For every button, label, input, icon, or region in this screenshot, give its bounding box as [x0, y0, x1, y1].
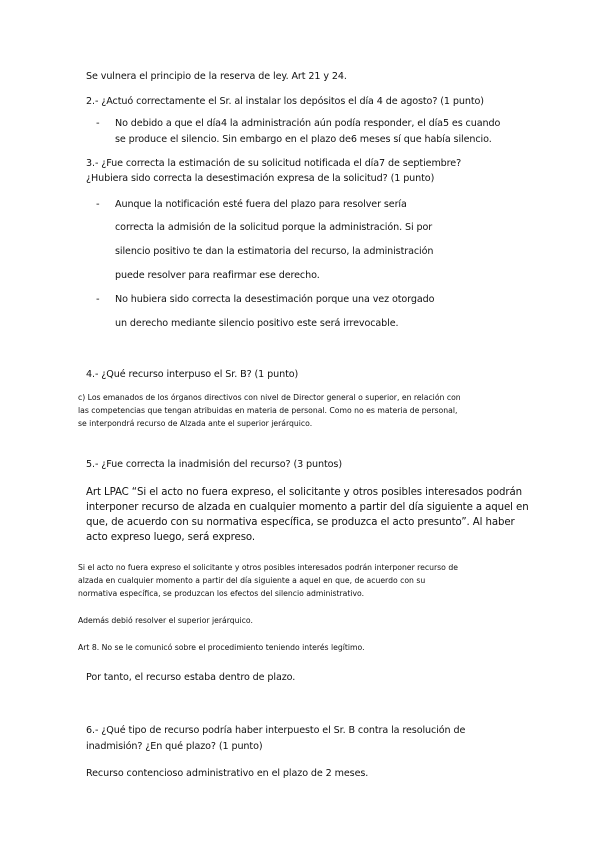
answer-6: Recurso contencioso administrativo en el plazo de 2 meses.: [86, 768, 369, 779]
bullet-dash: -: [96, 294, 100, 305]
quote-line-2: interponer recurso de alzada en cualquier momento a partir del día siguiente a aquel en: [86, 502, 529, 513]
law-text-line-1: Si el acto no fuera expreso el solicitante y otros posibles interesados podrán interponer recurso de: [78, 563, 458, 572]
answer-4-line-2: las competencias que tengan atribuidas en materia de personal. Como no es materia de personal,: [78, 406, 458, 415]
law-text-line-2: alzada en cualquier momento a partir del día siguiente a aquel en que, de acuerdo con su: [78, 576, 426, 585]
question-3-line-2: ¿Hubiera sido correcta la desestimación expresa de la solicitud? (1 punto): [86, 173, 435, 184]
note-superior: Además debió resolver el superior jerárquico.: [78, 616, 253, 625]
question-6-line-1: 6.- ¿Qué tipo de recurso podría haber interpuesto el Sr. B contra la resolución de: [86, 725, 466, 736]
quote-line-1: Art LPAC “Si el acto no fuera expreso, el solicitante y otros posibles interesados podrán: [86, 487, 522, 498]
question-4: 4.- ¿Qué recurso interpuso el Sr. B? (1 punto): [86, 369, 299, 380]
question-5: 5.- ¿Fue correcta la inadmisión del recurso? (3 puntos): [86, 459, 342, 470]
question-6-line-2: inadmisión? ¿En qué plazo? (1 punto): [86, 741, 263, 752]
intro-text: Se vulnera el principio de la reserva de ley. Art 21 y 24.: [86, 71, 347, 82]
answer-3a-line-3: silencio positivo te dan la estimatoria del recurso, la administración: [115, 246, 434, 257]
question-2: 2.- ¿Actuó correctamente el Sr. al instalar los depósitos el día 4 de agosto? (1 punto): [86, 96, 484, 107]
answer-3a-line-2: correcta la admisión de la solicitud porque la administración. Si por: [115, 222, 433, 233]
note-art-8: Art 8. No se le comunicó sobre el procedimiento teniendo interés legítimo.: [78, 643, 365, 652]
answer-4-line-3: se interpondrá recurso de Alzada ante el superior jerárquico.: [78, 419, 313, 428]
answer-4-line-1: c) Los emanados de los órganos directivos con nivel de Director general o superior, en relación con: [78, 393, 461, 402]
question-3-line-1: 3.- ¿Fue correcta la estimación de su solicitud notificada el día7 de septiembre?: [86, 158, 462, 169]
answer-3b-line-1: No hubiera sido correcta la desestimación porque una vez otorgado: [115, 294, 435, 305]
answer-3a-line-4: puede resolver para reafirmar ese derecho.: [115, 270, 320, 281]
answer-3b-line-2: un derecho mediante silencio positivo este será irrevocable.: [115, 318, 399, 329]
conclusion-text: Por tanto, el recurso estaba dentro de plazo.: [86, 672, 296, 683]
answer-2-line-2: se produce el silencio. Sin embargo en el plazo de6 meses sí que había silencio.: [115, 134, 492, 145]
answer-2-line-1: No debido a que el día4 la administración aún podía responder, el día5 es cuando: [115, 118, 501, 129]
answer-3a-line-1: Aunque la notificación esté fuera del plazo para resolver sería: [115, 199, 407, 210]
quote-line-3: que, de acuerdo con su normativa específica, se produzca el acto presunto”. Al haber: [86, 517, 515, 528]
quote-line-4: acto expreso luego, será expreso.: [86, 532, 255, 543]
bullet-dash: -: [96, 118, 100, 129]
bullet-dash: -: [96, 199, 100, 210]
law-text-line-3: normativa específica, se produzcan los efectos del silencio administrativo.: [78, 589, 365, 598]
